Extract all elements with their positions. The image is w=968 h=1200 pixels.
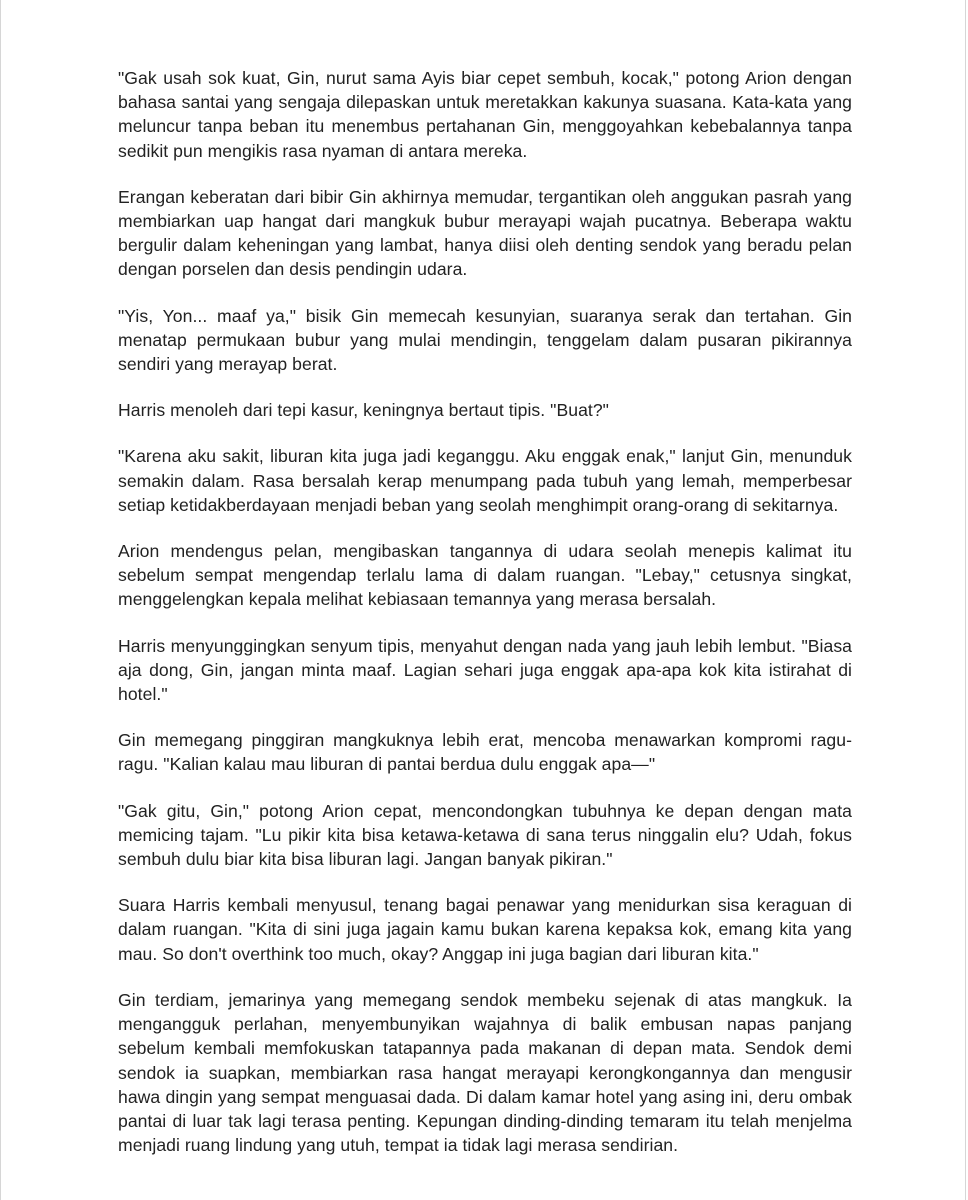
paragraph-11: Gin terdiam, jemarinya yang memegang sendok membeku sejenak di atas mangkuk. Ia mengangguk perlahan, menyembunyikan wajahnya di balik embusan napas panjang sebelum kembali memfokuskan tatapannya pada makanan di depan mata. Sendok demi sendok ia suapkan, membiarkan rasa hangat merayapi kerongkongannya dan mengusir hawa dingin yang sempat menguasai dada. Di dalam kamar hotel yang asing ini, deru ombak pantai di luar tak lagi terasa penting. Kepungan dinding-dinding temaram itu telah menjelma menjadi ruang lindung yang utuh, tempat ia tidak lagi merasa sendirian. bbox=[118, 989, 852, 1156]
paragraph-4: Harris menoleh dari tepi kasur, keningnya bertaut tipis. "Buat?" bbox=[118, 400, 609, 421]
paragraph-5: "Karena aku sakit, liburan kita juga jadi keganggu. Aku enggak enak," lanjut Gin, menunduk semakin dalam. Rasa bersalah kerap menumpang pada tubuh yang lemah, memperbesar setiap ketidakberdayaan menjadi beban yang seolah menghimpit orang-orang di sekitarnya. bbox=[118, 446, 852, 515]
paragraph-3: "Yis, Yon... maaf ya," bisik Gin memecah kesunyian, suaranya serak dan tertahan. Gin menatap permukaan bubur yang mulai mendingin, tenggelam dalam pusaran pikirannya sendiri yang merayap berat. bbox=[118, 305, 852, 375]
paragraph-1: "Gak usah sok kuat, Gin, nurut sama Ayis biar cepet sembuh, kocak," potong Arion dengan bahasa santai yang sengaja dilepaskan untuk meretakkan kakunya suasana. Kata-kata yang meluncur tanpa beban itu menembus pertahanan Gin, menggoyahkan kebebalannya tanpa sedikit pun mengikis rasa nyaman di antara mereka. bbox=[118, 68, 852, 161]
paragraph-8: Gin memegang pinggiran mangkuknya lebih erat, mencoba menawarkan kompromi ragu-ragu. "Kalian kalau mau liburan di pantai berdua dulu enggak apa—" bbox=[118, 730, 852, 775]
paragraph-9: "Gak gitu, Gin," potong Arion cepat, mencondongkan tubuhnya ke depan dengan mata memicing tajam. "Lu pikir kita bisa ketawa-ketawa di sana terus ninggalin elu? Udah, fokus sembuh dulu biar kita bisa liburan lagi. Jangan banyak pikiran." bbox=[118, 800, 852, 870]
paragraph-7: Harris menyunggingkan senyum tipis, menyahut dengan nada yang jauh lebih lembut. "Biasa aja dong, Gin, jangan minta maaf. Lagian sehari juga enggak apa-apa kok kita istirahat di hotel." bbox=[118, 635, 852, 705]
paragraph-10: Suara Harris kembali menyusul, tenang bagai penawar yang menidurkan sisa keraguan di dalam ruangan. "Kita di sini juga jagain kamu bukan karena kepaksa kok, emang kita yang mau. So don't overthink too much, okay? Anggap ini juga bagian dari liburan kita." bbox=[118, 895, 852, 964]
paragraph-2: Erangan keberatan dari bibir Gin akhirnya memudar, tergantikan oleh anggukan pasrah yang membiarkan uap hangat dari mangkuk bubur merayapi wajah pucatnya. Beberapa waktu bergulir dalam keheningan yang lambat, hanya diisi oleh denting sendok yang beradu pelan dengan porselen dan desis pendingin udara. bbox=[118, 186, 852, 280]
document-body bbox=[118, 66, 852, 1179]
paragraph-6: Arion mendengus pelan, mengibaskan tangannya di udara seolah menepis kalimat itu sebelum sempat mengendap terlalu lama di dalam ruangan. "Lebay," cetusnya singkat, menggelengkan kepala melihat kebiasaan temannya yang merasa bersalah. bbox=[118, 541, 852, 610]
